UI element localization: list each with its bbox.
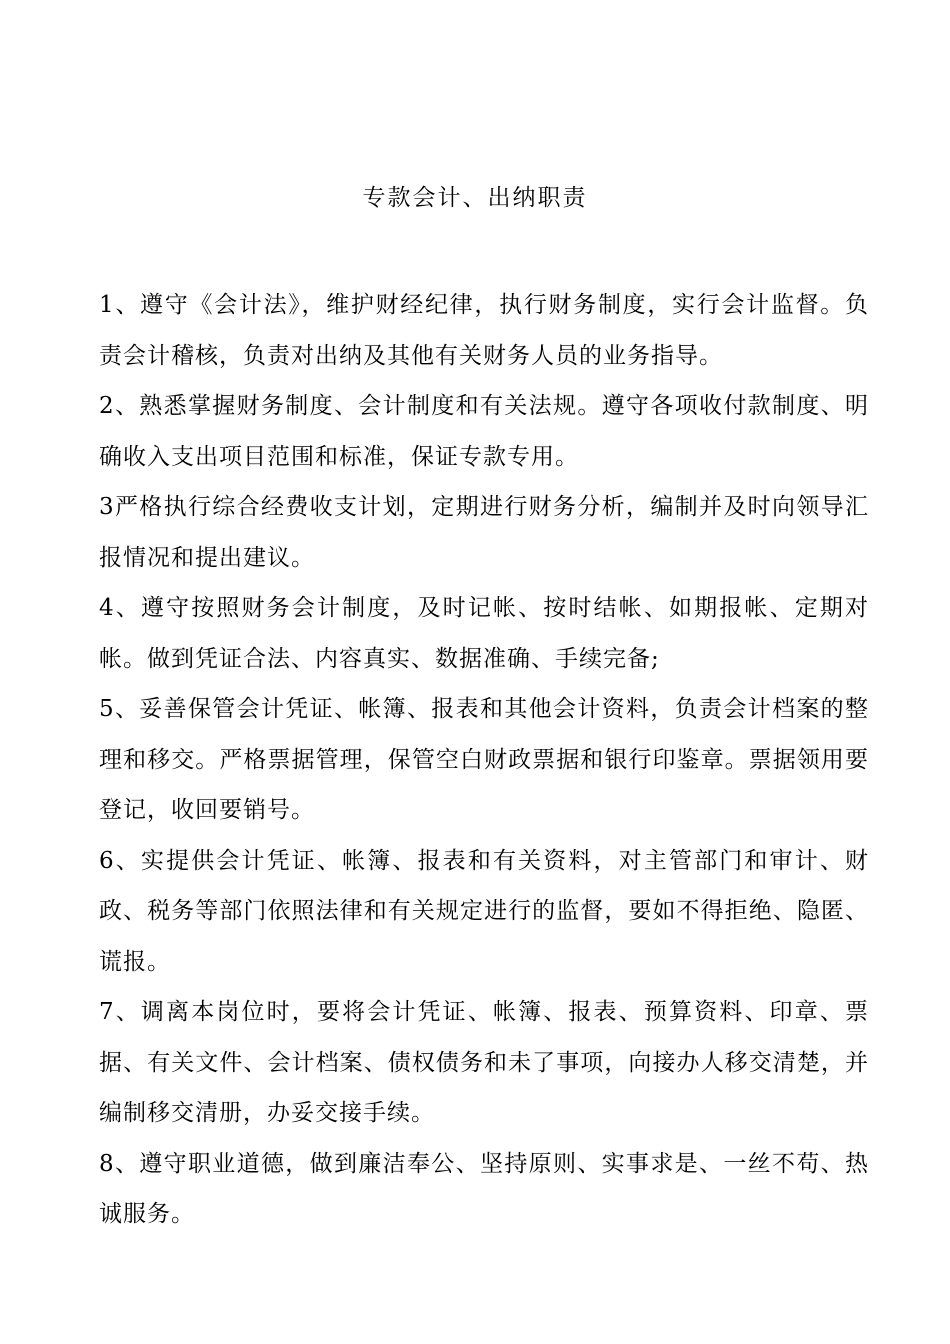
duty-item-8: 8、遵守职业道德，做到廉洁奉公、坚持原则、实事求是、一丝不苟、热诚服务。 bbox=[99, 1150, 869, 1227]
duty-item-2: 2、熟悉掌握财务制度、会计制度和有关法规。遵守各项收付款制度、明确收入支出项目范围和标准，保证专款专用。 bbox=[99, 393, 869, 470]
document-title: 专款会计、出纳职责 bbox=[362, 185, 588, 211]
duty-item-5: 5、妥善保管会计凭证、帐簿、报表和其他会计资料，负责会计档案的整理和移交。严格票据管理，保管空白财政票据和银行印鉴章。票据领用要登记，收回要销号。 bbox=[99, 696, 869, 823]
duty-item-7: 7、调离本岗位时，要将会计凭证、帐簿、报表、预算资料、印章、票据、有关文件、会计档案、债权债务和未了事项，向接办人移交清楚，并编制移交清册，办妥交接手续。 bbox=[99, 999, 869, 1126]
document-body bbox=[99, 280, 869, 1240]
duty-item-4: 4、遵守按照财务会计制度，及时记帐、按时结帐、如期报帐、定期对帐。做到凭证合法、内容真实、数据准确、手续完备; bbox=[99, 595, 869, 672]
duty-item-3: 3严格执行综合经费收支计划，定期进行财务分析，编制并及时向领导汇报情况和提出建议。 bbox=[99, 494, 869, 571]
duty-item-6: 6、实提供会计凭证、帐簿、报表和有关资料，对主管部门和审计、财政、税务等部门依照法律和有关规定进行的监督，要如不得拒绝、隐匿、谎报。 bbox=[99, 847, 869, 975]
duty-item-1: 1、遵守《会计法》，维护财经纪律，执行财务制度，实行会计监督。负责会计稽核，负责对出纳及其他有关财务人员的业务指导。 bbox=[99, 292, 869, 369]
